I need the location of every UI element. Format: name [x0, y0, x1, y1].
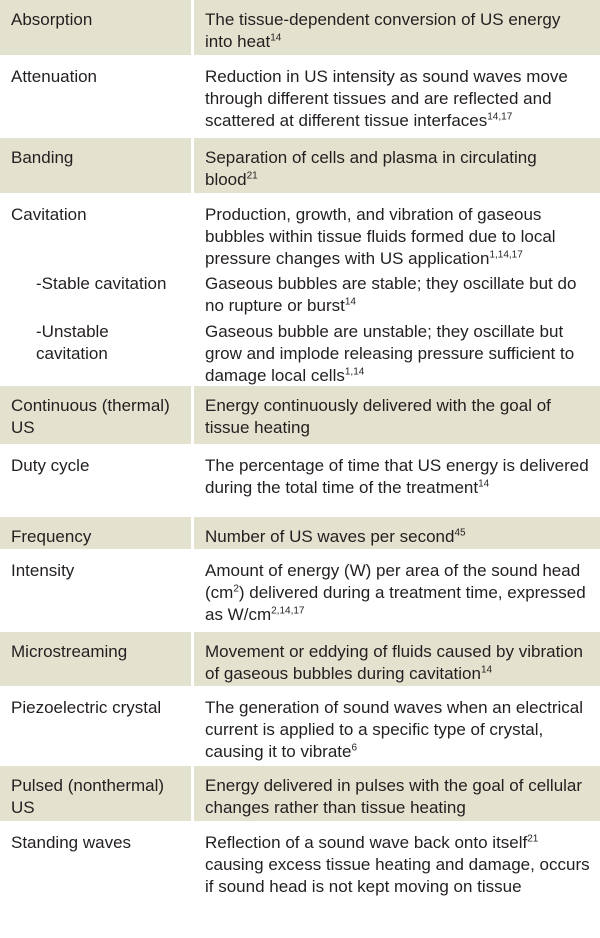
reference: 14: [270, 32, 282, 44]
definition-duty-cycle: The percentage of time that US energy is delivered during the total time of the treatment$^{14}$: [194, 446, 600, 517]
reference: 1,14,17: [489, 249, 523, 261]
term-absorption: Absorption: [0, 0, 194, 57]
reference: 14: [344, 296, 356, 308]
term-banding: Banding: [0, 138, 194, 195]
definition-unstable-cavitation: Gaseous bubble are unstable; they oscillate but grow and implode releasing pressure sufficient to damage local cells$^{1,14}$: [194, 317, 600, 386]
definition-intensity: Amount of energy (W) per area of the sound head $(cm^2)$ delivered during a treatment time, expressed as W/cm$^{2,14,17}$: [194, 551, 600, 632]
reference: 14: [480, 664, 493, 676]
term-continuous-us: Continuous (thermal) US: [0, 386, 194, 446]
term-microstreaming: Microstreaming: [0, 632, 194, 688]
reference: 21: [246, 170, 258, 182]
term-unstable-cavitation: -Unstable cavitation: [0, 317, 194, 386]
reference: 45: [454, 527, 466, 539]
definition-microstreaming: Movement or eddying of fluids caused by vibration of gaseous bubbles during cavitation$^{14}$: [194, 632, 600, 688]
definition-standing-waves: Reflection of a sound wave back onto itself$^{21}$ causing excess tissue heating and damage, occurs if sound head is not kept moving on tissue: [194, 823, 600, 898]
term-stable-cavitation: -Stable cavitation: [0, 269, 194, 317]
definition-stable-cavitation: Gaseous bubbles are stable; they oscillate but do no rupture or burst$^{14}$: [194, 269, 600, 317]
term-frequency: Frequency: [0, 517, 194, 551]
definition-attenuation: Reduction in US intensity as sound waves move through different tissues and are reflected and scattered at different tissue interfaces$^{14,17}$: [194, 57, 600, 138]
definition-absorption: The tissue-dependent conversion of US energy into heat$^{14}$: [194, 0, 600, 57]
reference: 21: [527, 833, 539, 845]
reference: 2,14,17: [271, 605, 305, 617]
definition-frequency: Number of US waves per second$^{45}$: [194, 517, 600, 551]
reference: 1,14: [344, 366, 365, 378]
reference: 14: [478, 478, 490, 490]
reference: 6: [351, 742, 358, 754]
term-standing-waves: Standing waves: [0, 823, 194, 898]
term-pulsed-us: Pulsed (nonthermal) US: [0, 766, 194, 823]
term-duty-cycle: Duty cycle: [0, 446, 194, 517]
definition-piezoelectric-crystal: The generation of sound waves when an electrical current is applied to a specific type of crystal, causing it to vibrate$^6$: [194, 688, 600, 766]
term-attenuation: Attenuation: [0, 57, 194, 138]
definition-pulsed-us: Energy delivered in pulses with the goal of cellular changes rather than tissue heating: [194, 766, 600, 823]
definition-banding: Separation of cells and plasma in circulating blood$^{21}$: [194, 138, 600, 195]
superscript: 2: [233, 583, 239, 595]
definition-continuous-us: Energy continuously delivered with the goal of tissue heating: [194, 386, 600, 446]
term-cavitation: Cavitation: [0, 195, 194, 269]
term-intensity: Intensity: [0, 551, 194, 632]
reference: 14,17: [487, 111, 513, 123]
term-piezoelectric-crystal: Piezoelectric crystal: [0, 688, 194, 766]
definition-cavitation: Production, growth, and vibration of gaseous bubbles within tissue fluids formed due to local pressure changes with US application$^{1,14,17}$: [194, 195, 600, 269]
